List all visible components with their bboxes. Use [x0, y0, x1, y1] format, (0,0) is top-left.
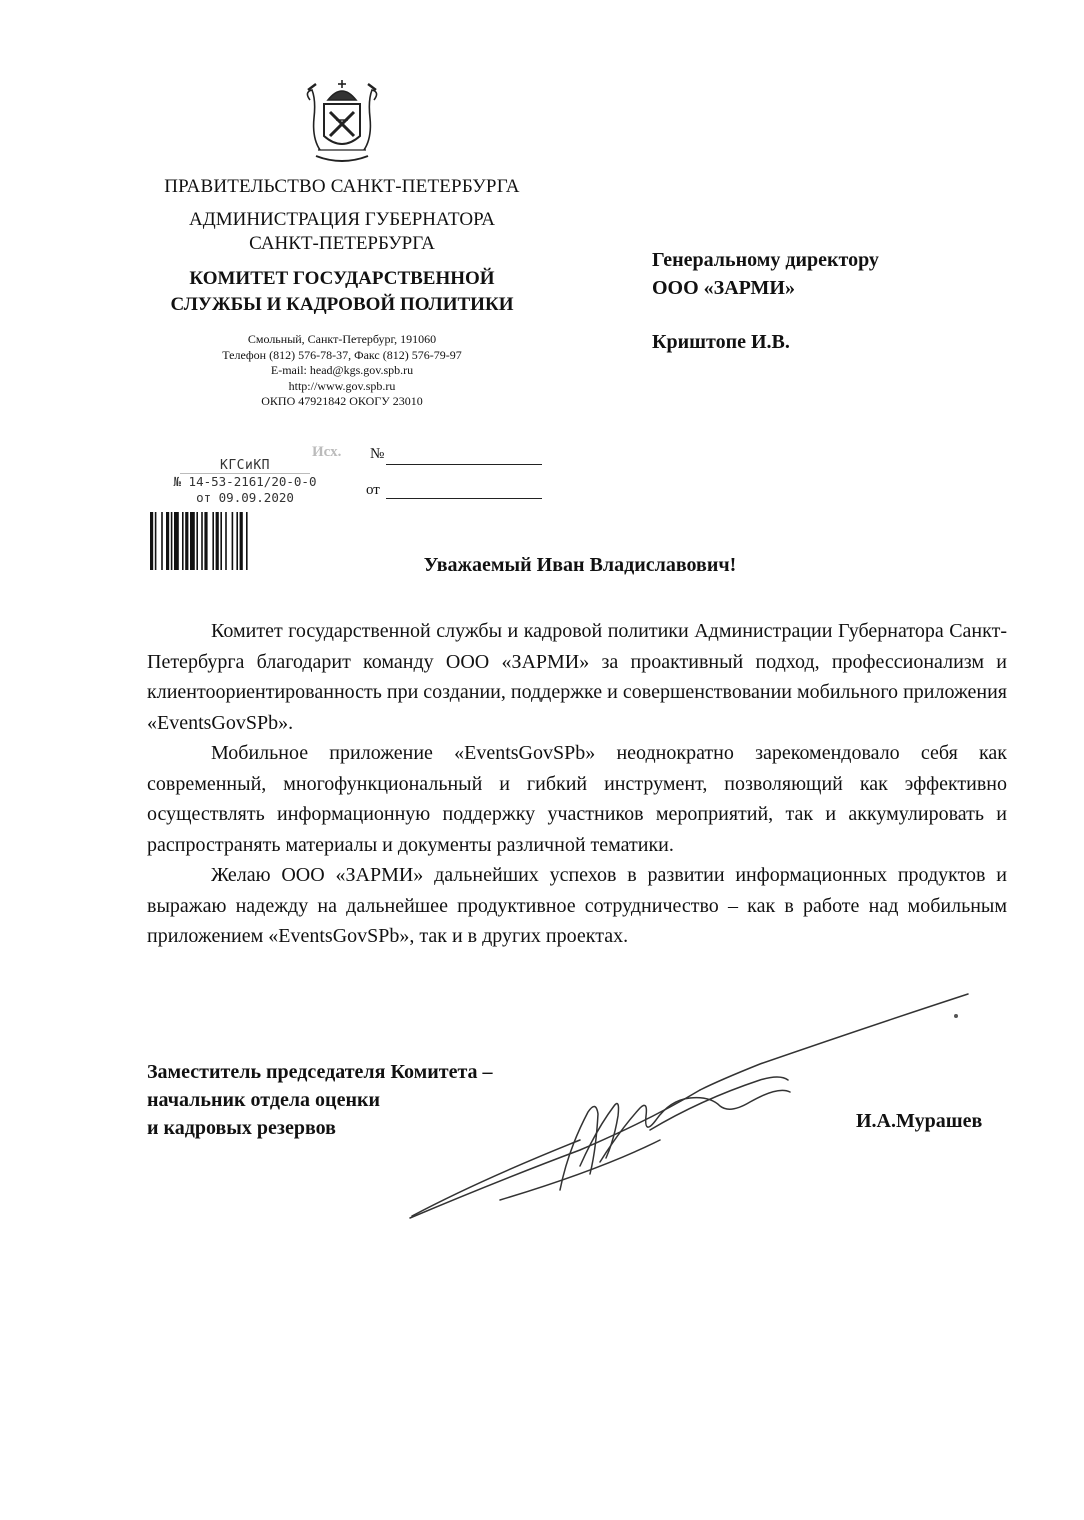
handwritten-signature	[400, 990, 983, 1230]
ref-number-label: №	[370, 446, 385, 462]
administration-name	[130, 208, 554, 256]
addressee-company: ООО «ЗАРМИ»	[652, 277, 795, 299]
signatory-title-line-2: начальник отдела оценки	[147, 1089, 381, 1111]
outgoing-label: Исх.	[312, 444, 342, 460]
coat-of-arms-icon	[300, 78, 384, 170]
committee-line-1: КОМИТЕТ ГОСУДАРСТВЕННОЙ	[189, 268, 495, 289]
contact-block	[130, 332, 554, 410]
stamp-number: № 14-53-2161/20-0-0	[173, 474, 317, 489]
signatory-title-line-1: Заместитель председателя Комитета –	[147, 1061, 493, 1083]
administration-line-2: САНКТ-ПЕТЕРБУРГА	[249, 233, 435, 254]
ref-date-label: от	[366, 482, 380, 498]
addressee-name: Криштопе И.В.	[652, 331, 790, 353]
signatory-title-line-3: и кадровых резервов	[147, 1117, 336, 1139]
government-name: ПРАВИТЕЛЬСТВО САНКТ-ПЕТЕРБУРГА	[164, 176, 520, 197]
body-paragraph-2: Мобильное приложение «EventsGovSPb» неоднократно зарекомендовало себя как современный, многофункциональный и гибкий инструмент, позволяющий как эффективно осуществлять информационную поддержку участников мероприятий, так и аккумулировать и распространять материалы и документы различной тематики.	[147, 742, 1007, 856]
contact-phone: Телефон (812) 576-78-37, Факс (812) 576-79-97	[222, 347, 462, 362]
stamp-date: от 09.09.2020	[196, 490, 294, 505]
committee-line-2: СЛУЖБЫ И КАДРОВОЙ ПОЛИТИКИ	[170, 294, 514, 315]
contact-codes: ОКПО 47921842 ОКОГУ 23010	[261, 394, 423, 408]
stamp-org: КГСиКП	[180, 458, 310, 474]
ref-date-line	[386, 498, 542, 499]
signatory-name: И.А.Мурашев	[856, 1110, 983, 1132]
contact-address: Смольный, Санкт-Петербург, 191060	[247, 332, 437, 346]
letter-body	[147, 616, 1007, 952]
contact-website: http://www.gov.spb.ru	[288, 378, 396, 393]
body-paragraph-3: Желаю ООО «ЗАРМИ» дальнейших успехов в развитии информационных продуктов и выражаю надежду на дальнейшее продуктивное сотрудничество – как в работе над мобильным приложением «EventsGovSPb», так и в других проектах.	[147, 864, 1007, 947]
body-paragraph-1: Комитет государственной службы и кадровой политики Администрации Губернатора Санкт-Петербурга благодарит команду ООО «ЗАРМИ» за проактивный подход, профессионализм и клиентоориентированность при создании, поддержке и совершенствовании мобильного приложения «EventsGovSPb».	[147, 620, 1007, 734]
salutation: Уважаемый Иван Владиславович!	[423, 554, 737, 576]
ref-number-line	[386, 464, 542, 465]
contact-email: E-mail: head@kgs.gov.spb.ru	[270, 363, 414, 377]
committee-name	[130, 266, 554, 318]
addressee-block	[652, 246, 879, 356]
registration-stamp	[140, 458, 350, 506]
addressee-position: Генеральному директору	[652, 249, 879, 271]
administration-line-1: АДМИНИСТРАЦИЯ ГУБЕРНАТОРА	[189, 209, 495, 230]
